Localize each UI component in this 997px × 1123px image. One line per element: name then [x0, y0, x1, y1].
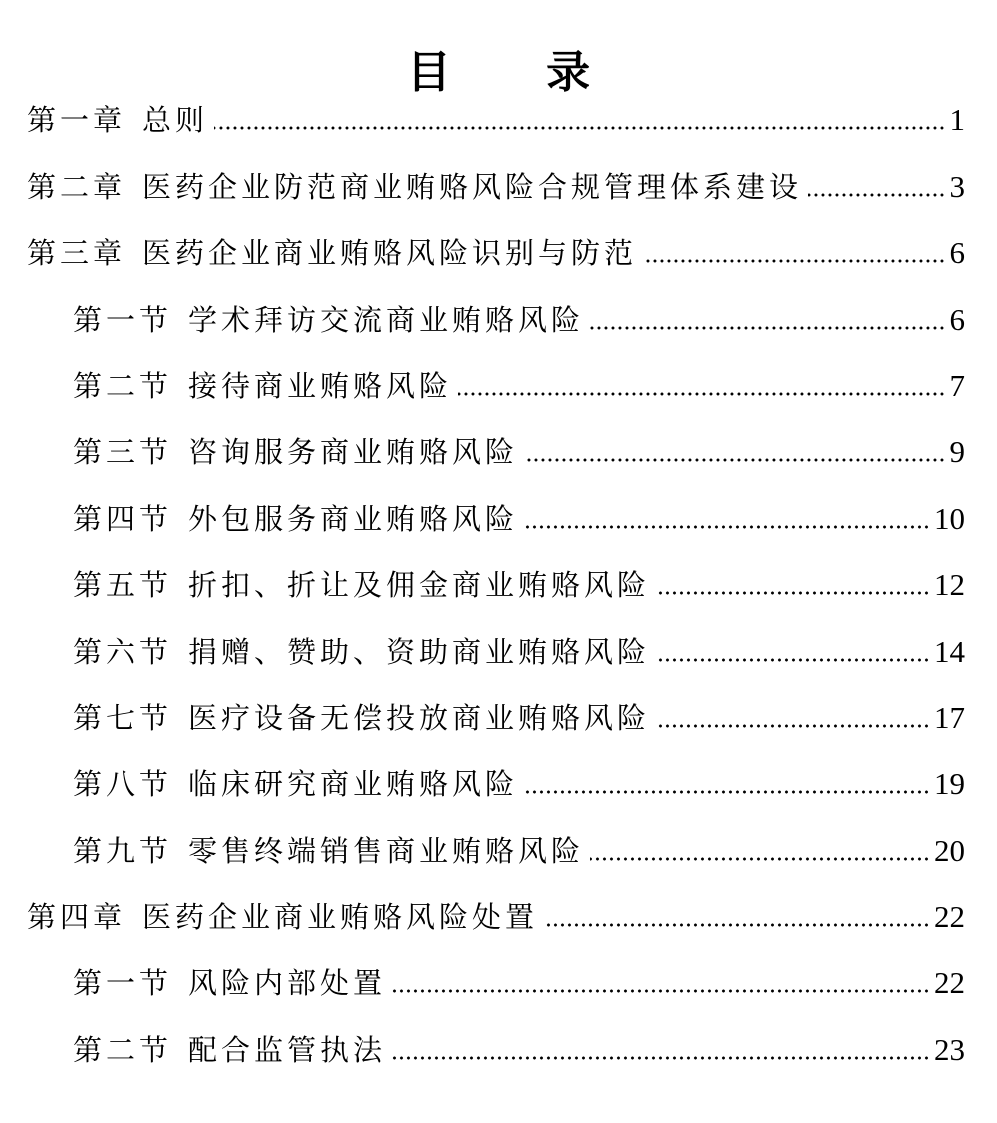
toc-section-entry[interactable] [73, 279, 965, 345]
toc-entry-text [73, 768, 518, 800]
toc-entry-number: 第六节 [73, 634, 173, 669]
toc-entry-text [73, 304, 584, 336]
dot-leader [524, 457, 945, 463]
toc-entry-number: 第四章 [27, 900, 127, 935]
toc-entry-title: 医药企业防范商业贿赂风险合规管理体系建设 [142, 169, 803, 204]
toc-section-entry[interactable] [73, 810, 965, 876]
toc-entry-title: 咨询服务商业贿赂风险 [188, 435, 519, 470]
dot-leader [458, 391, 945, 397]
toc-section-entry[interactable] [73, 346, 965, 412]
toc-entry-number: 第八节 [73, 767, 173, 802]
toc-page-number: 22 [934, 899, 965, 935]
dot-leader [643, 258, 945, 264]
dot-leader [808, 192, 945, 198]
toc-entry-text [73, 503, 518, 535]
table-of-contents [0, 80, 997, 1076]
dot-leader [392, 1055, 930, 1061]
toc-entry-number: 第二节 [73, 368, 173, 403]
toc-page-number: 22 [934, 965, 965, 1001]
dot-leader [544, 922, 930, 928]
toc-entry-title: 学术拜访交流商业贿赂风险 [188, 302, 585, 337]
toc-entry-text [73, 702, 650, 734]
toc-chapter-entry[interactable] [27, 877, 965, 943]
toc-entry-number: 第二节 [73, 1032, 173, 1067]
toc-section-entry[interactable] [73, 678, 965, 744]
toc-page-number: 9 [949, 434, 965, 470]
toc-entry-number: 第一章 [27, 103, 127, 138]
toc-entry-text [73, 636, 650, 668]
dot-leader [524, 789, 930, 795]
dot-leader [524, 524, 930, 530]
toc-section-entry[interactable] [73, 412, 965, 478]
toc-entry-text [73, 835, 584, 867]
toc-entry-title: 医疗设备无偿投放商业贿赂风险 [188, 700, 651, 735]
toc-entry-title: 风险内部处置 [188, 966, 387, 1001]
toc-section-entry[interactable] [73, 545, 965, 611]
toc-section-entry[interactable] [73, 611, 965, 677]
toc-page-number: 12 [934, 567, 965, 603]
toc-page-number: 1 [949, 102, 965, 138]
toc-entry-text [73, 436, 518, 468]
toc-entry-number: 第九节 [73, 833, 173, 868]
toc-page-number: 19 [934, 766, 965, 802]
toc-chapter-entry[interactable] [27, 146, 965, 212]
toc-entry-title: 医药企业商业贿赂风险处置 [142, 900, 539, 935]
toc-entry-number: 第三节 [73, 435, 173, 470]
toc-page-number: 14 [934, 633, 965, 669]
toc-page-number: 3 [949, 168, 965, 204]
toc-chapter-entry[interactable] [27, 80, 965, 146]
toc-entry-title: 折扣、折让及佣金商业贿赂风险 [188, 568, 651, 603]
toc-section-entry[interactable] [73, 744, 965, 810]
dot-leader [392, 988, 930, 994]
toc-entry-text [27, 171, 802, 203]
toc-entry-title: 医药企业商业贿赂风险识别与防范 [142, 236, 638, 271]
toc-entry-number: 第二章 [27, 169, 127, 204]
toc-entry-text [27, 104, 208, 136]
toc-entry-title: 零售终端销售商业贿赂风险 [188, 833, 585, 868]
toc-entry-title: 捐赠、赞助、资助商业贿赂风险 [188, 634, 651, 669]
toc-entry-text [27, 237, 637, 269]
toc-entry-number: 第一节 [73, 302, 173, 337]
toc-section-entry[interactable] [73, 478, 965, 544]
toc-entry-title: 接待商业贿赂风险 [188, 368, 453, 403]
toc-entry-title: 外包服务商业贿赂风险 [188, 501, 519, 536]
toc-entry-text [73, 370, 452, 402]
toc-section-entry[interactable] [73, 1009, 965, 1075]
toc-page-number: 23 [934, 1031, 965, 1067]
dot-leader [656, 723, 930, 729]
toc-page-number: 6 [949, 235, 965, 271]
toc-entry-text [73, 1034, 386, 1066]
dot-leader [590, 325, 945, 331]
toc-page-number: 10 [934, 500, 965, 536]
toc-entry-title: 总则 [142, 103, 209, 138]
toc-entry-number: 第四节 [73, 501, 173, 536]
toc-entry-title: 配合监管执法 [188, 1032, 387, 1067]
toc-page-number: 6 [949, 301, 965, 337]
toc-section-entry[interactable] [73, 943, 965, 1009]
toc-entry-number: 第七节 [73, 700, 173, 735]
toc-page-number: 17 [934, 699, 965, 735]
toc-entry-text [73, 569, 650, 601]
toc-entry-number: 第五节 [73, 568, 173, 603]
toc-entry-number: 第一节 [73, 966, 173, 1001]
dot-leader [214, 125, 945, 131]
dot-leader [656, 657, 930, 663]
toc-page-number: 7 [949, 367, 965, 403]
toc-entry-text [27, 901, 538, 933]
dot-leader [656, 590, 930, 596]
page-title: 目 录 [406, 47, 631, 99]
toc-entry-title: 临床研究商业贿赂风险 [188, 767, 519, 802]
dot-leader [590, 856, 930, 862]
toc-entry-text [73, 967, 386, 999]
toc-page-number: 20 [934, 832, 965, 868]
toc-entry-number: 第三章 [27, 236, 127, 271]
toc-chapter-entry[interactable] [27, 213, 965, 279]
